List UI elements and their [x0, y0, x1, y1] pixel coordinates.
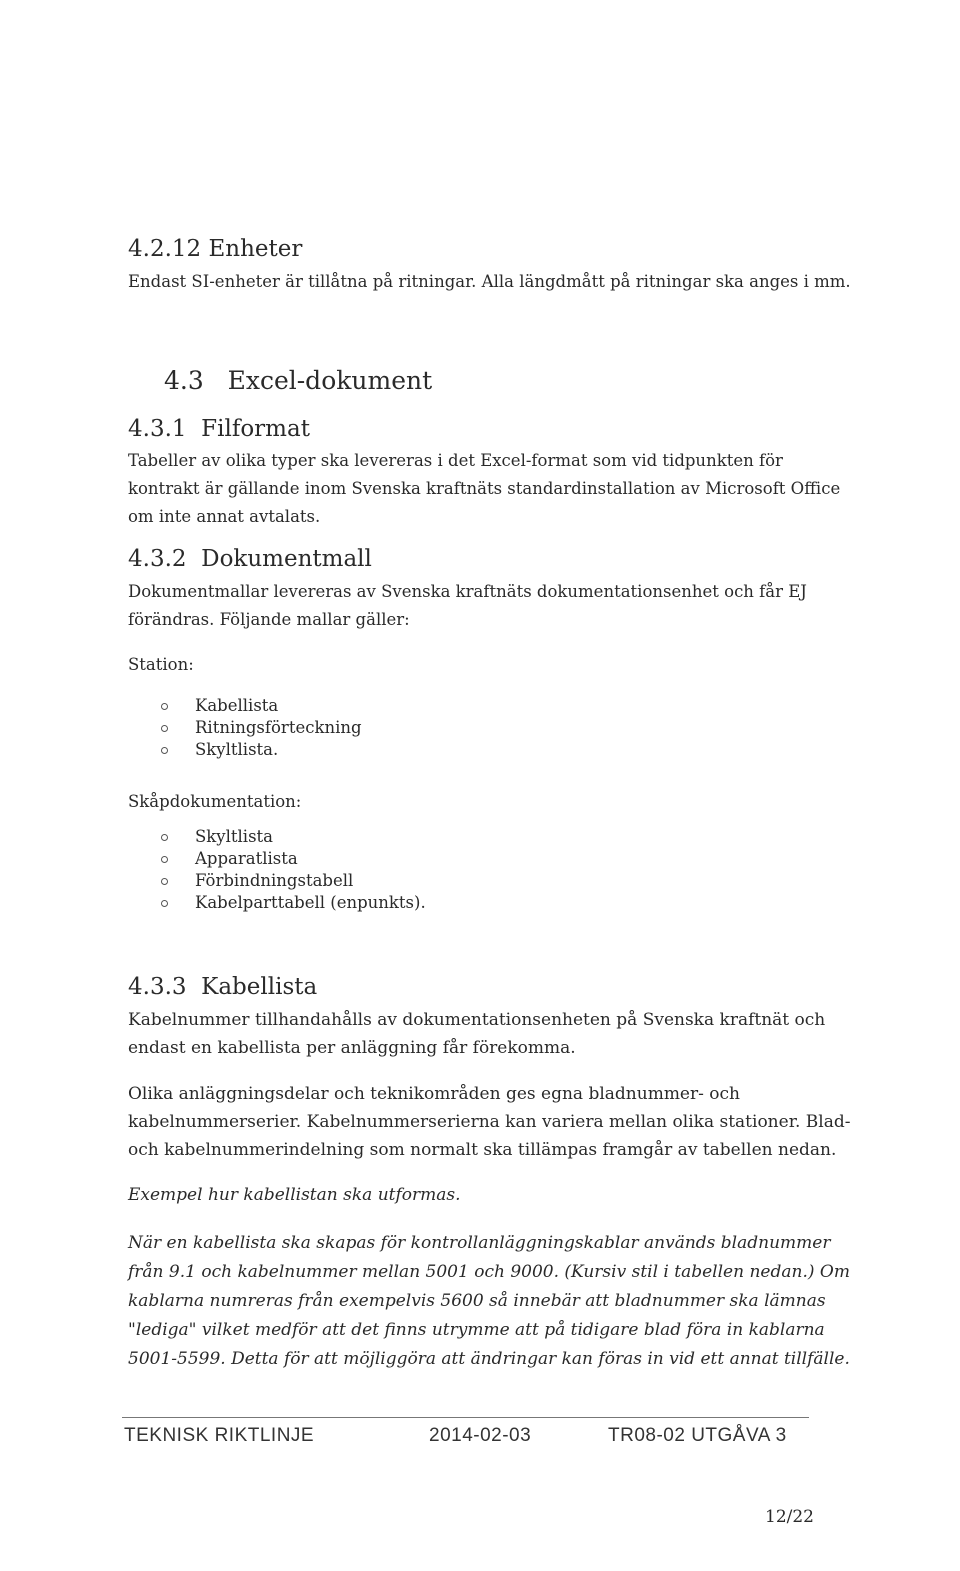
section-heading-4-3-1: 4.3.1 Filformat [128, 416, 310, 442]
paragraph-line: Dokumentmallar levereras av Svenska kraftnäts dokumentationsenhet och får EJ [128, 582, 807, 601]
list-item: Kabellista [128, 695, 362, 717]
list-item: Förbindningstabell [128, 870, 426, 892]
paragraph-4-3-3-b [128, 1080, 850, 1164]
paragraph-line: Kabelnummer tillhandahålls av dokumentationsenheten på Svenska kraftnät och [128, 1010, 826, 1030]
paragraph-line: kabelnummerserier. Kabelnummerserierna kan variera mellan olika stationer. Blad- [128, 1112, 851, 1132]
paragraph-line: förändras. Följande mallar gäller: [128, 610, 410, 629]
paragraph-line: "lediga" vilket medför att det finns utrymme att på tidigare blad föra in kablarna [128, 1320, 825, 1340]
section-heading-4-2-12: 4.2.12 Enheter [128, 236, 303, 262]
footer-document-id: TR08-02 UTGÅVA 3 [608, 1425, 787, 1446]
paragraph-line: 5001-5599. Detta för att möjliggöra att ändringar kan föras in vid ett annat tillfälle. [128, 1349, 850, 1369]
page-number: 12/22 [765, 1507, 814, 1527]
list-item: Ritningsförteckning [128, 717, 362, 739]
paragraph-4-3-3-a [128, 1006, 825, 1062]
station-label: Station: [128, 655, 194, 674]
paragraph-line: om inte annat avtalats. [128, 507, 321, 526]
list-item: Skyltlista [128, 826, 426, 848]
section-text-4-2-12: Endast SI-enheter är tillåtna på ritningar. Alla längdmått på ritningar ska anges i mm. [128, 272, 851, 291]
paragraph-line: Tabeller av olika typer ska levereras i det Excel-format som vid tidpunkten för [128, 451, 783, 470]
paragraph-line: från 9.1 och kabelnummer mellan 5001 och 9000. (Kursiv stil i tabellen nedan.) Om [128, 1262, 850, 1282]
paragraph-line: kontrakt är gällande inom Svenska kraftnäts standardinstallation av Microsoft Office [128, 479, 841, 498]
paragraph-4-3-1 [128, 447, 840, 531]
paragraph-line: Olika anläggningsdelar och teknikområden ges egna bladnummer- och [128, 1084, 740, 1104]
list-item: Apparatlista [128, 848, 426, 870]
skapdokumentation-label: Skåpdokumentation: [128, 792, 302, 811]
section-heading-4-3: 4.3 Excel-dokument [164, 366, 433, 395]
paragraph-line: endast en kabellista per anläggning får förekomma. [128, 1038, 576, 1058]
skapdokumentation-list [128, 826, 426, 914]
list-item: Skyltlista. [128, 739, 362, 761]
paragraph-line: och kabelnummerindelning som normalt ska tillämpas framgår av tabellen nedan. [128, 1140, 837, 1160]
paragraph-line: När en kabellista ska skapas för kontrollanläggningskablar används bladnummer [128, 1233, 831, 1253]
paragraph-4-3-3-c [128, 1229, 850, 1374]
paragraph-line: kablarna numreras från exempelvis 5600 så innebär att bladnummer ska lämnas [128, 1291, 826, 1311]
section-heading-4-3-3: 4.3.3 Kabellista [128, 974, 318, 1000]
footer-date: 2014-02-03 [429, 1425, 532, 1446]
list-item: Kabelparttabell (enpunkts). [128, 892, 426, 914]
footer-divider [122, 1417, 809, 1418]
paragraph-4-3-2 [128, 578, 807, 634]
example-caption: Exempel hur kabellistan ska utformas. [128, 1185, 461, 1205]
section-heading-4-3-2: 4.3.2 Dokumentmall [128, 546, 372, 572]
footer-document-type: TEKNISK RIKTLINJE [124, 1425, 315, 1446]
station-list [128, 695, 362, 761]
